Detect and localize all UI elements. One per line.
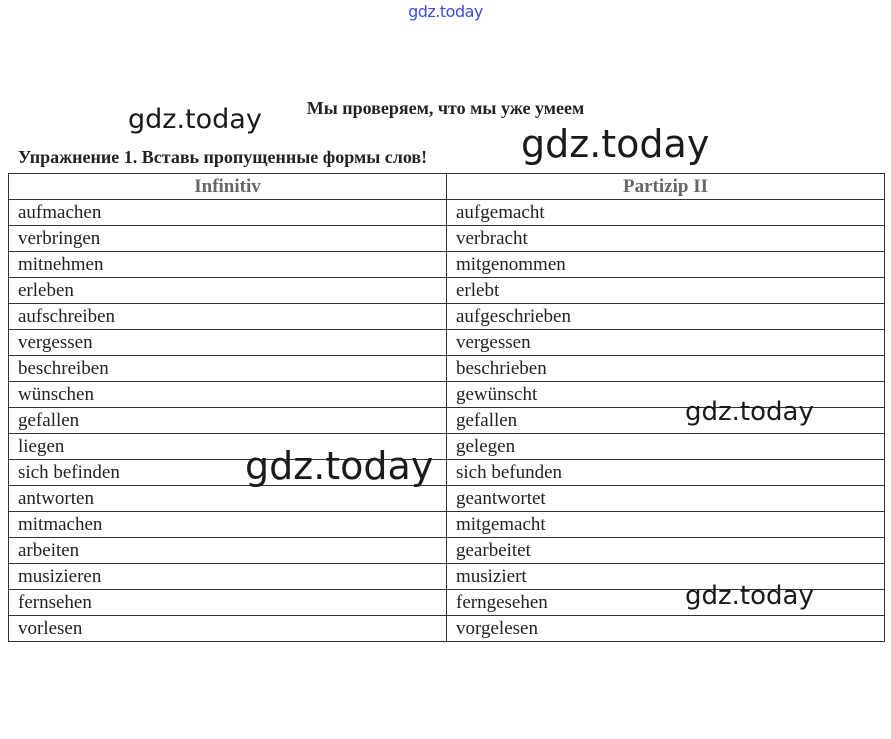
partizip-cell: gelegen (447, 434, 885, 460)
table-row (9, 460, 885, 486)
infinitiv-cell: mitmachen (9, 512, 447, 538)
infinitiv-cell: mitnehmen (9, 252, 447, 278)
infinitiv-cell: arbeiten (9, 538, 447, 564)
table-header-row (9, 174, 885, 200)
watermark: gdz.today (128, 104, 262, 135)
partizip-cell: aufgeschrieben (447, 304, 885, 330)
partizip-cell: mitgemacht (447, 512, 885, 538)
partizip-cell: verbracht (447, 226, 885, 252)
table-row (9, 538, 885, 564)
watermark: gdz.today (685, 397, 814, 427)
infinitiv-cell: antworten (9, 486, 447, 512)
partizip-cell: beschrieben (447, 356, 885, 382)
partizip-cell: musiziert (447, 564, 885, 590)
partizip-cell: mitgenommen (447, 252, 885, 278)
table-row (9, 512, 885, 538)
table-row (9, 434, 885, 460)
table-row (9, 356, 885, 382)
watermark: gdz.today (685, 581, 814, 611)
partizip-cell: gefallen (447, 408, 885, 434)
partizip-cell: gewünscht (447, 382, 885, 408)
infinitiv-cell: verbringen (9, 226, 447, 252)
infinitiv-cell: liegen (9, 434, 447, 460)
table-row (9, 252, 885, 278)
table-row (9, 304, 885, 330)
infinitiv-cell: erleben (9, 278, 447, 304)
exercise-title: Упражнение 1. Вставь пропущенные формы слов! (18, 147, 428, 167)
partizip-cell: vergessen (447, 330, 885, 356)
infinitiv-cell: vorlesen (9, 616, 447, 642)
partizip-cell: vorgelesen (447, 616, 885, 642)
infinitiv-cell: musizieren (9, 564, 447, 590)
table-row (9, 616, 885, 642)
infinitiv-cell: beschreiben (9, 356, 447, 382)
watermark: gdz.today (245, 444, 434, 488)
partizip-cell: aufgemacht (447, 200, 885, 226)
table-row (9, 486, 885, 512)
infinitiv-cell: fernsehen (9, 590, 447, 616)
infinitiv-cell: vergessen (9, 330, 447, 356)
infinitiv-cell: aufschreiben (9, 304, 447, 330)
infinitiv-cell: gefallen (9, 408, 447, 434)
header-partizip: Partizip II (447, 174, 885, 200)
table-row (9, 330, 885, 356)
table-row (9, 226, 885, 252)
site-link[interactable]: gdz.today (408, 2, 483, 21)
watermark: gdz.today (521, 122, 710, 166)
partizip-cell: gearbeitet (447, 538, 885, 564)
partizip-cell: ferngesehen (447, 590, 885, 616)
infinitiv-cell: sich befinden (9, 460, 447, 486)
header-infinitiv: Infinitiv (9, 174, 447, 200)
table-row (9, 278, 885, 304)
infinitiv-cell: wünschen (9, 382, 447, 408)
page-heading: Мы проверяем, что мы уже умеем (306, 98, 585, 118)
partizip-cell: geantwortet (447, 486, 885, 512)
partizip-cell: sich befunden (447, 460, 885, 486)
infinitiv-cell: aufmachen (9, 200, 447, 226)
partizip-cell: erlebt (447, 278, 885, 304)
table-row (9, 200, 885, 226)
